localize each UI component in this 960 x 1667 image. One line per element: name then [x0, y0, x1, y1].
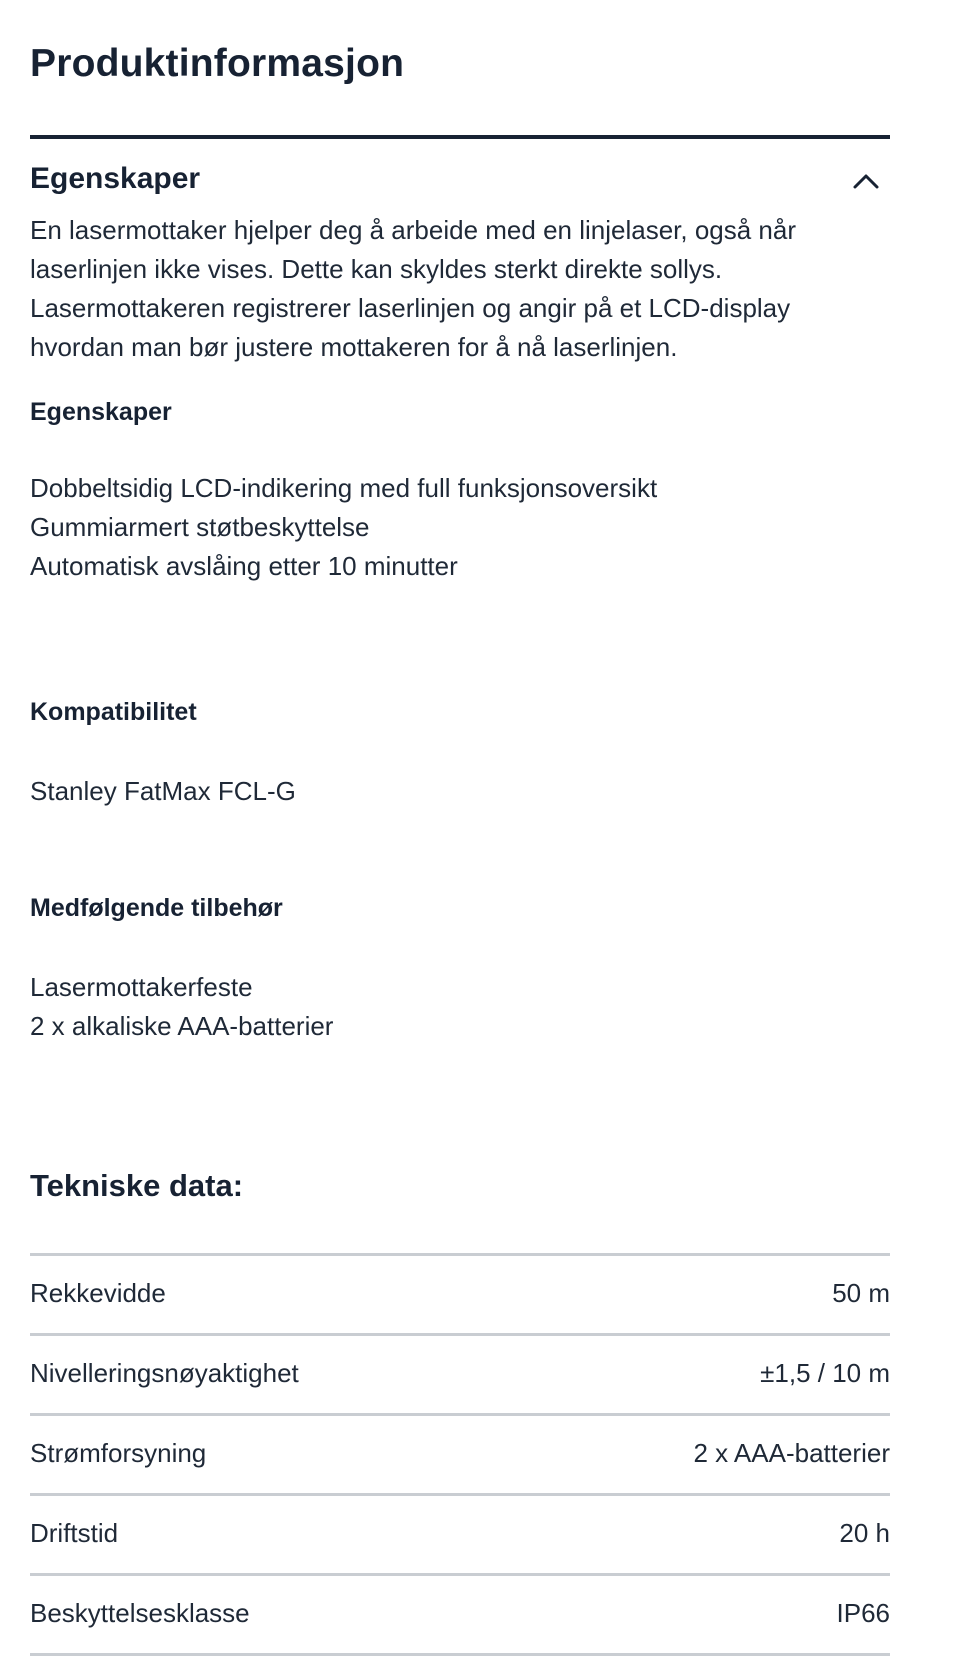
spec-label: Beskyttelsesklasse — [30, 1598, 250, 1628]
spec-value: 50 m — [832, 1278, 890, 1308]
intro-paragraph — [30, 211, 850, 367]
accessory-item: Lasermottakerfeste — [30, 972, 253, 1002]
spec-value: 20 h — [839, 1518, 890, 1548]
accordion-title: Egenskaper — [30, 162, 201, 195]
accessories-list — [30, 968, 850, 1046]
intro-line: hvordan man bør justere mottakeren for å nå laserlinjen. — [30, 332, 678, 362]
tech-data-title: Tekniske data: — [30, 1168, 244, 1203]
intro-line: laserlinjen ikke vises. Dette kan skyldes sterkt direkte sollys. — [30, 254, 723, 284]
chevron-up-icon[interactable] — [852, 172, 880, 190]
intro-line: Lasermottakeren registrerer laserlinjen og angir på et LCD-display — [30, 293, 791, 323]
table-row — [30, 1253, 890, 1333]
tech-data-table — [30, 1253, 890, 1656]
section-heading-egenskaper: Egenskaper — [30, 398, 172, 426]
table-row — [30, 1413, 890, 1493]
table-row — [30, 1573, 890, 1656]
section-heading-kompatibilitet: Kompatibilitet — [30, 698, 197, 726]
section-heading-tilbehor: Medfølgende tilbehør — [30, 894, 283, 922]
accordion-header-egenskaper[interactable] — [30, 162, 890, 206]
spec-label: Driftstid — [30, 1518, 119, 1548]
spec-value: ±1,5 / 10 m — [760, 1358, 890, 1388]
feature-item: Gummiarmert støtbeskyttelse — [30, 512, 370, 542]
table-row — [30, 1333, 890, 1413]
accessory-item: 2 x alkaliske AAA-batterier — [30, 1011, 334, 1041]
feature-item: Dobbeltsidig LCD-indikering med full funksjonsoversikt — [30, 473, 658, 503]
spec-value: IP66 — [836, 1598, 890, 1628]
compatibility-item: Stanley FatMax FCL-G — [30, 776, 296, 806]
feature-item: Automatisk avslåing etter 10 minutter — [30, 551, 458, 581]
spec-label: Strømforsyning — [30, 1438, 207, 1468]
table-row — [30, 1493, 890, 1573]
features-list — [30, 469, 850, 586]
spec-label: Rekkevidde — [30, 1278, 166, 1308]
spec-label: Nivelleringsnøyaktighet — [30, 1358, 299, 1388]
intro-line: En lasermottaker hjelper deg å arbeide med en linjelaser, også når — [30, 215, 797, 245]
page-title: Produktinformasjon — [30, 42, 405, 85]
title-divider — [30, 135, 890, 139]
spec-value: 2 x AAA-batterier — [693, 1438, 890, 1468]
compatibility-list — [30, 772, 850, 811]
